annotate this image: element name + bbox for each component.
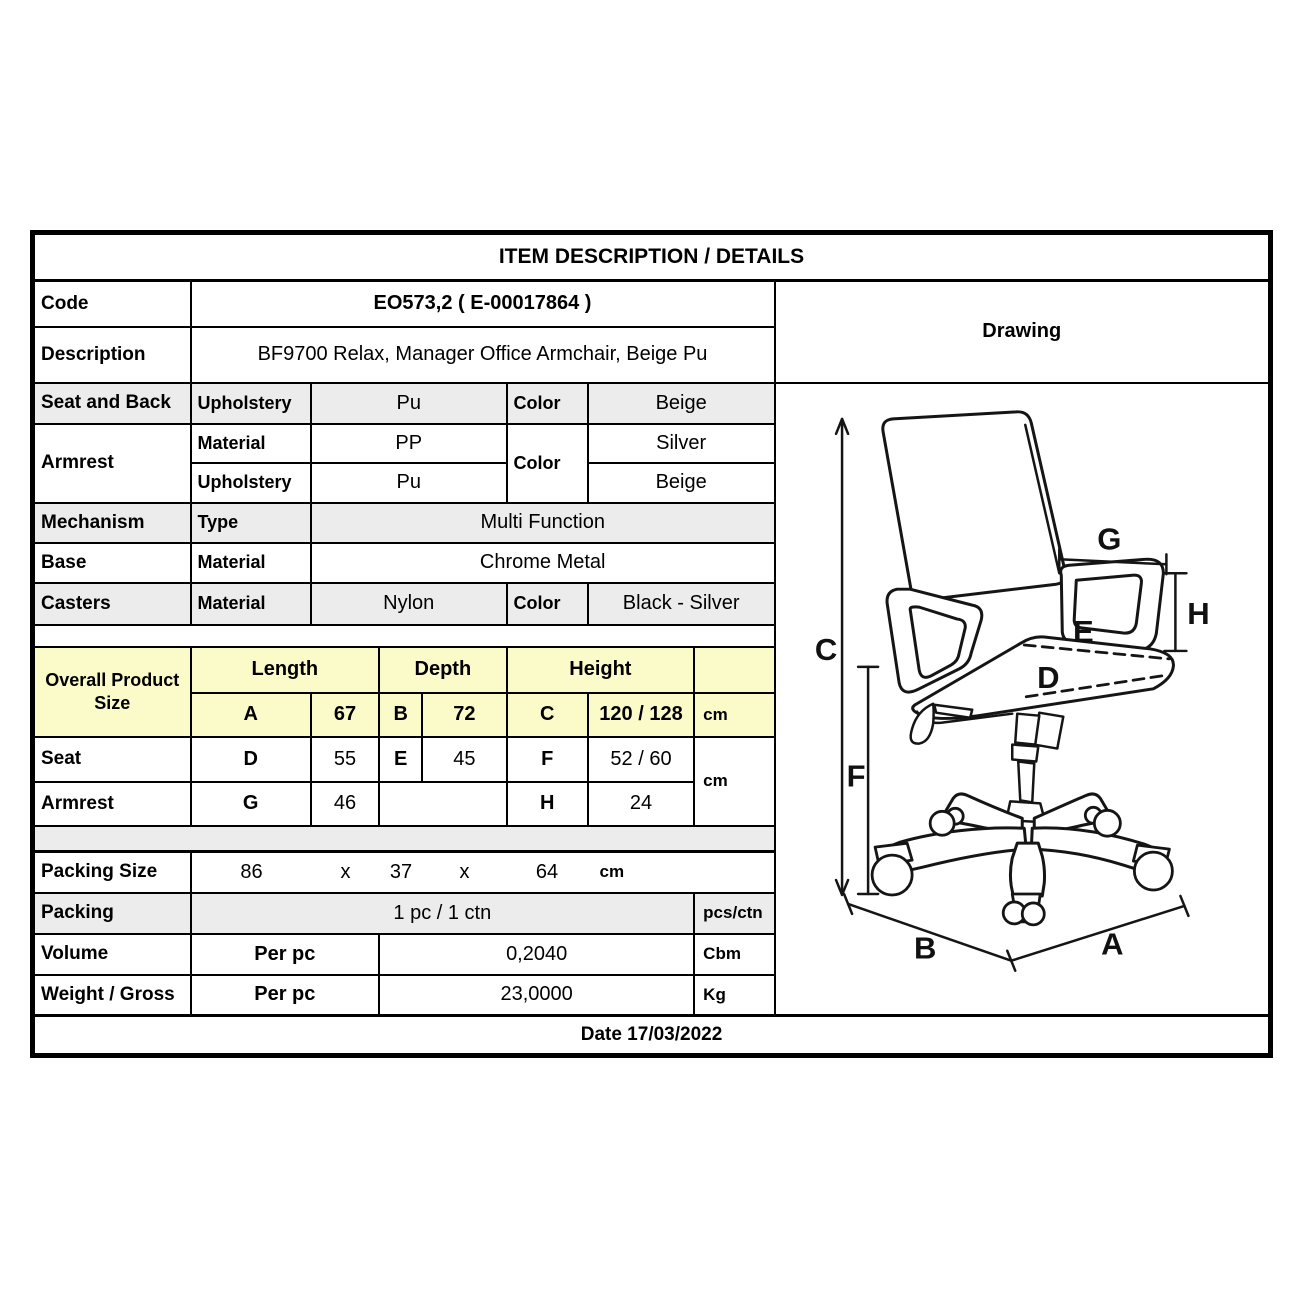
size-a-key: A [191, 693, 311, 737]
dim-label-d: D [1036, 659, 1059, 695]
armrest-material-color: Silver [588, 424, 775, 463]
mechanism-value: Multi Function [311, 503, 775, 543]
packing-size-height: 64 [535, 860, 559, 883]
drawing-header: Drawing [775, 281, 1271, 383]
packing-size-width: 86 [240, 860, 263, 883]
drawing-area [775, 383, 1271, 1016]
size-overall-unit: cm [694, 693, 774, 737]
size-e-value: 45 [422, 737, 506, 782]
armrest-color-label: Color [507, 424, 588, 503]
spacer-row [33, 625, 775, 647]
size-d-value: 55 [311, 737, 379, 782]
size-d-key: D [191, 737, 311, 782]
seat-back-color-value: Beige [588, 383, 775, 424]
dim-label-h: H [1186, 595, 1210, 631]
size-seat-label: Seat [33, 737, 191, 782]
volume-label: Volume [33, 934, 191, 975]
seat-back-label: Seat and Back [33, 383, 191, 424]
seat-back-value: Pu [311, 383, 507, 424]
size-f-key: F [507, 737, 588, 782]
casters-value: Nylon [311, 583, 507, 625]
size-g-key: G [191, 782, 311, 826]
packing-size-x2: x [459, 860, 470, 883]
armrest-label: Armrest [33, 424, 191, 503]
sheet-title: ITEM DESCRIPTION / DETAILS [33, 233, 1271, 281]
size-table-label: Overall Product Size [33, 647, 191, 737]
volume-per: Per pc [191, 934, 380, 975]
size-armrest-blank [379, 782, 506, 826]
dim-label-f: F [846, 757, 866, 793]
backrest [882, 411, 1065, 599]
casters-color-value: Black - Silver [588, 583, 775, 625]
packing-label: Packing [33, 893, 191, 934]
volume-unit: Cbm [694, 934, 774, 975]
size-e-key: E [379, 737, 422, 782]
size-b-key: B [379, 693, 422, 737]
size-c-value: 120 / 128 [588, 693, 694, 737]
armrest-material-attr: Material [191, 424, 311, 463]
dim-line-c [836, 418, 848, 894]
chair-drawing [776, 384, 1269, 1015]
size-b-value: 72 [422, 693, 506, 737]
weight-per: Per pc [191, 975, 380, 1016]
mechanism-label: Mechanism [33, 503, 191, 543]
packing-unit: pcs/ctn [694, 893, 774, 934]
packing-size-depth: 37 [389, 860, 413, 883]
size-g-value: 46 [311, 782, 379, 826]
volume-value: 0,2040 [379, 934, 694, 975]
dim-label-g: G [1096, 520, 1121, 556]
weight-unit: Kg [694, 975, 774, 1016]
code-value: EO573,2 ( E-00017864 ) [191, 281, 775, 327]
casters-label: Casters [33, 583, 191, 625]
size-h-value: 24 [588, 782, 694, 826]
item-spec-sheet [30, 230, 1273, 1058]
size-header-unit-blank [694, 647, 774, 693]
packing-size-unit: cm [599, 862, 625, 882]
dim-line-h [1164, 573, 1186, 651]
armrest-upholstery-value: Pu [311, 463, 507, 503]
dim-label-e: E [1072, 613, 1094, 649]
weight-value: 23,0000 [379, 975, 694, 1016]
packing-value: 1 pc / 1 ctn [191, 893, 695, 934]
seat-back-color-label: Color [507, 383, 588, 424]
size-header-height: Height [507, 647, 695, 693]
description-label: Description [33, 327, 191, 383]
casters-color-label: Color [507, 583, 588, 625]
armrest-material-value: PP [311, 424, 507, 463]
size-f-value: 52 / 60 [588, 737, 694, 782]
casters-attr: Material [191, 583, 311, 625]
dim-label-a: A [1100, 926, 1124, 962]
size-a-value: 67 [311, 693, 379, 737]
date-row: Date 17/03/2022 [33, 1016, 1271, 1056]
armrest-upholstery-color: Beige [588, 463, 775, 503]
packing-size-label: Packing Size [33, 852, 191, 893]
packing-size-values [191, 852, 775, 893]
mechanism-attr: Type [191, 503, 311, 543]
weight-label: Weight / Gross [33, 975, 191, 1016]
base-attr: Material [191, 543, 311, 583]
size-seat-unit: cm [694, 737, 774, 826]
spec-table [30, 230, 1273, 1058]
armrest-upholstery-attr: Upholstery [191, 463, 311, 503]
size-header-length: Length [191, 647, 380, 693]
size-c-key: C [507, 693, 588, 737]
description-value: BF9700 Relax, Manager Office Armchair, Beige Pu [191, 327, 775, 383]
dim-label-c: C [814, 631, 837, 667]
size-armrest-label: Armrest [33, 782, 191, 826]
base-value: Chrome Metal [311, 543, 775, 583]
size-header-depth: Depth [379, 647, 506, 693]
seat-back-attr: Upholstery [191, 383, 311, 424]
packing-size-x1: x [340, 860, 351, 883]
size-h-key: H [507, 782, 588, 826]
spacer-row [33, 826, 775, 852]
code-label: Code [33, 281, 191, 327]
dim-label-b: B [913, 930, 936, 966]
base-label: Base [33, 543, 191, 583]
